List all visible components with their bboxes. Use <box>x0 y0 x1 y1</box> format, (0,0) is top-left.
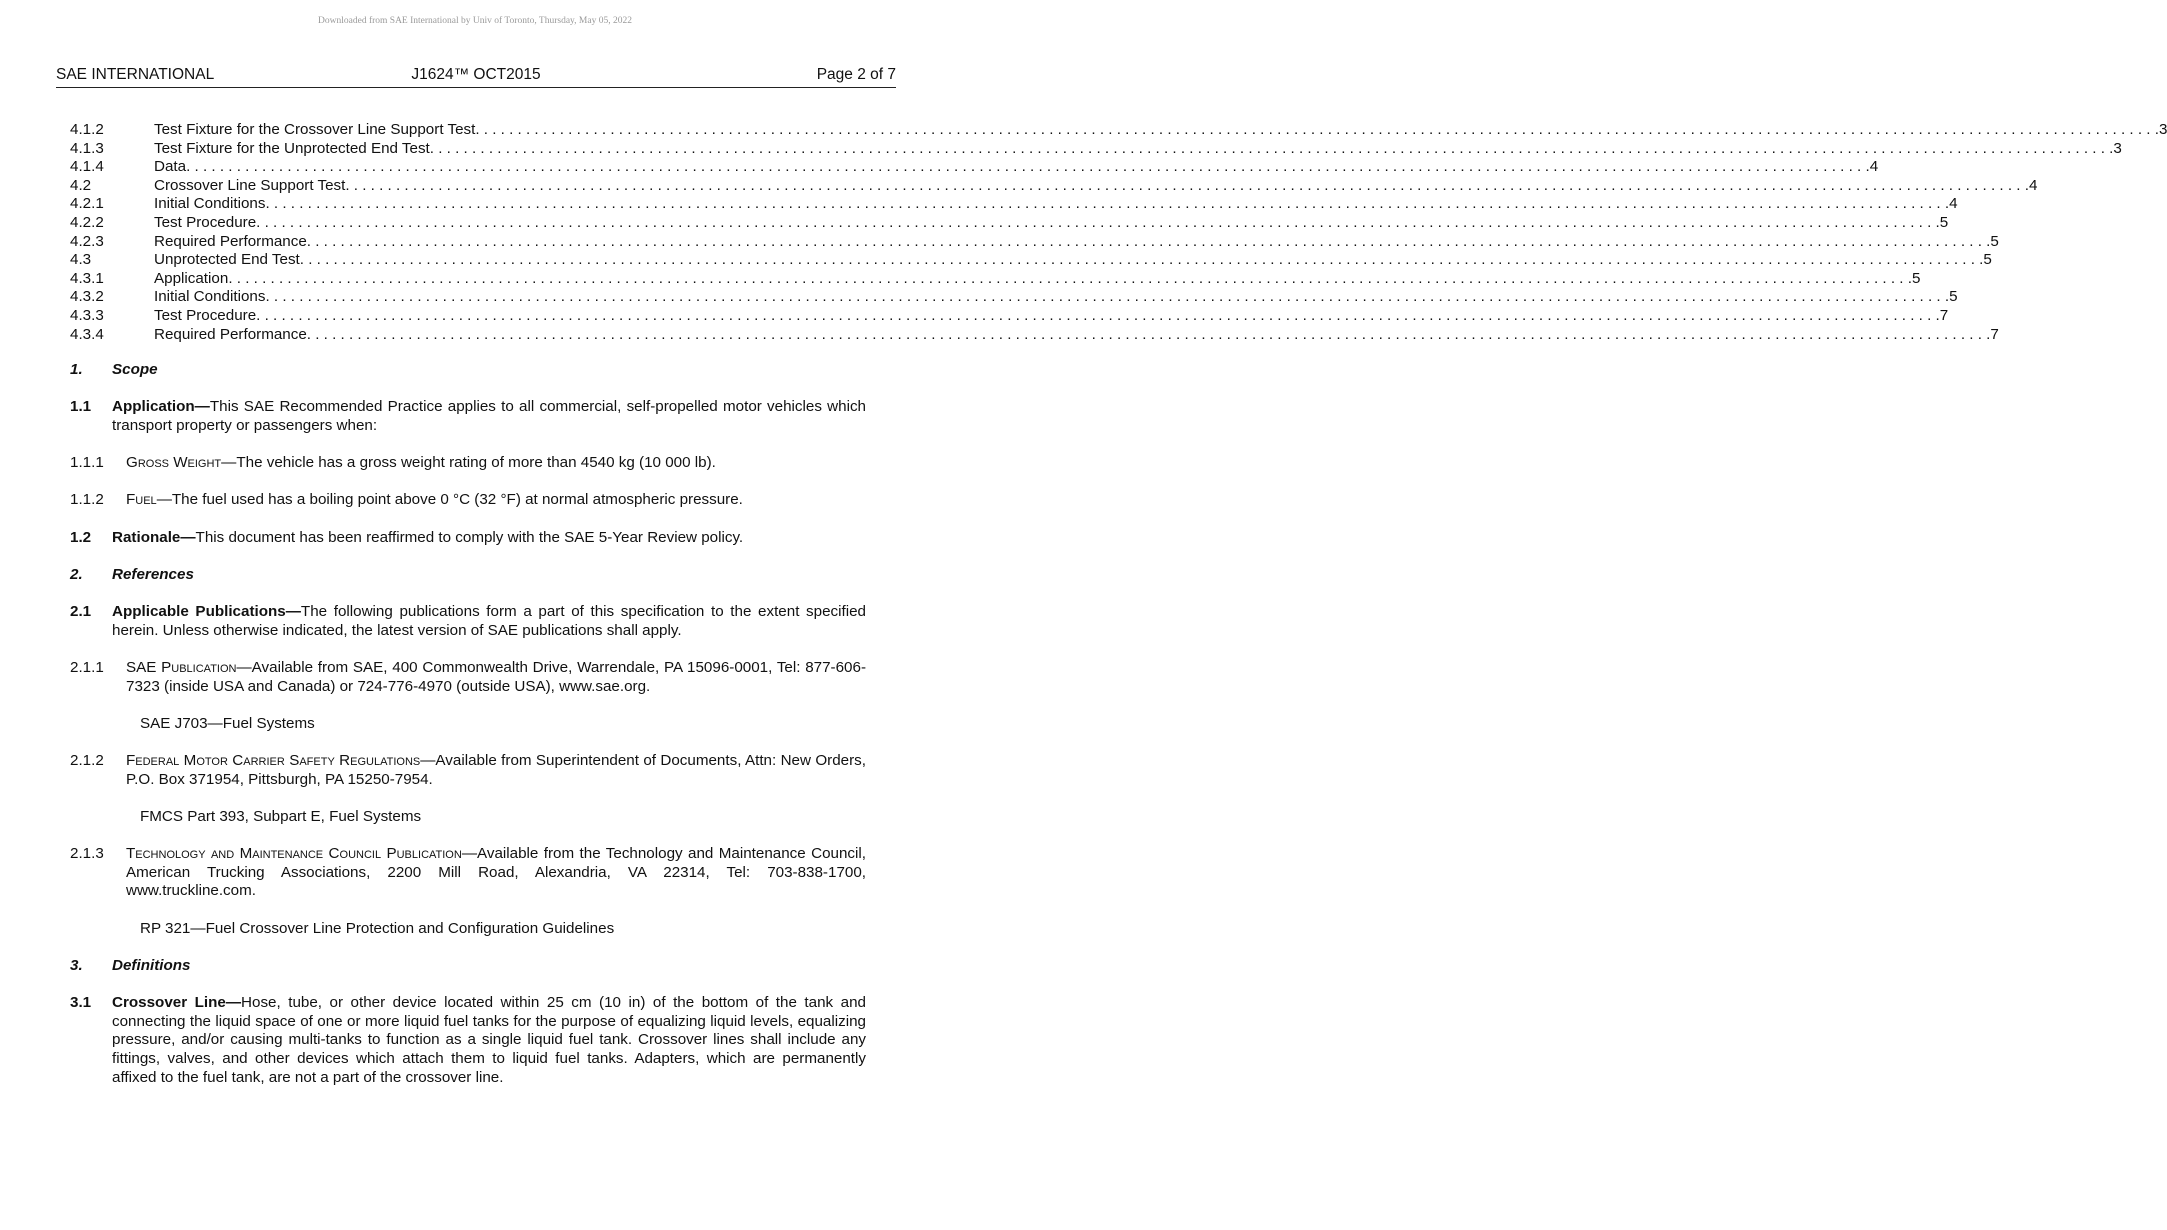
toc-leader-dots: . . . . . . . . . . . . . . . . . . . . . . . . . . . . . . . . . . . . . . . . . . . . . . . . . . . . . . . . . . . . . . . . . . . . . . . . . . . . . . . . . . . . . . . . . . . . . . . . . . . . . . . . . . . . . . . . . . . . . . . . . . . . . . . . . . . . . . . . . . . . . . . . . . . . . . . . . . . . . . . . . . . . . . . . . . . . . . . . . . . . . . . . . . . . . . . . . . . . . . . . <box>306 325 1991 343</box>
paragraph-text: —Available from SAE, 400 Commonwealth Drive, Warrendale, PA 15096-0001, Tel: 877-606-7323 (inside USA and Canada) or 724-776-4970 (outside USA), www.sae.org. <box>126 658 867 695</box>
toc-entry-number: 4.2.1 <box>70 195 104 213</box>
paragraph-label: Application— <box>112 398 210 416</box>
paragraph-text: —The fuel used has a boiling point above 0 °C (32 °F) at normal atmospheric pressure. <box>156 491 743 509</box>
toc-leader-dots: . . . . . . . . . . . . . . . . . . . . . . . . . . . . . . . . . . . . . . . . . . . . . . . . . . . . . . . . . . . . . . . . . . . . . . . . . . . . . . . . . . . . . . . . . . . . . . . . . . . . . . . . . . . . . . . . . . . . . . . . . . . . . . . . . . . . . . . . . . . . . . . . . . . . . . . . . . . . . . . . . . . . . . . . . . . . . . . . . . . . . . . . . . . . . . . . . . . . . . . . <box>256 306 1940 324</box>
toc-leader-dots: . . . . . . . . . . . . . . . . . . . . . . . . . . . . . . . . . . . . . . . . . . . . . . . . . . . . . . . . . . . . . . . . . . . . . . . . . . . . . . . . . . . . . . . . . . . . . . . . . . . . . . . . . . . . . . . . . . . . . . . . . . . . . . . . . . . . . . . . . . . . . . . . . . . . . . . . . . . . . . . . . . . . . . . . . . . . . . . . . . . . . . . . . . . . . . . . . . . . . . . . <box>265 288 1950 306</box>
section-number: 1. <box>70 361 83 378</box>
paragraph-2-1-3 <box>70 845 866 901</box>
toc-entry <box>70 213 1949 233</box>
toc-entry-page: 5 <box>1939 213 1949 231</box>
toc-entry-number: 4.3.1 <box>70 269 104 287</box>
toc-entry <box>70 158 1879 177</box>
section-heading-scope <box>70 361 866 380</box>
toc-entry-title: Crossover Line Support Test <box>154 176 346 194</box>
paragraph-2-1 <box>70 603 866 640</box>
paragraph-label: Federal Motor Carrier Safety Regulations <box>126 751 421 769</box>
toc-entry <box>70 288 1958 307</box>
toc-leader-dots: . . . . . . . . . . . . . . . . . . . . . . . . . . . . . . . . . . . . . . . . . . . . . . . . . . . . . . . . . . . . . . . . . . . . . . . . . . . . . . . . . . . . . . . . . . . . . . . . . . . . . . . . . . . . . . . . . . . . . . . . . . . . . . . . . . . . . . . . . . . . . . . . . . . . . . . . . . . . . . . . . . . . . . . . . . . . . . . . . . . . . . . . . . . . . . . . . . . . . . . . <box>265 195 1950 213</box>
paragraph-1-1-2 <box>70 491 866 510</box>
toc-entry-title: Unprotected End Test <box>154 251 300 269</box>
toc-entry-number: 4.2 <box>70 176 92 194</box>
paragraph-text: —The vehicle has a gross weight rating of more than 4540 kg (10 000 lb). <box>221 454 716 472</box>
paragraph-number: 2.1 <box>70 602 92 620</box>
paragraph-2-1-2 <box>70 752 866 789</box>
paragraph-1-1 <box>70 398 866 435</box>
toc-entry <box>70 121 2167 140</box>
toc-entry-page: 5 <box>1911 269 1921 287</box>
toc-entry <box>70 195 1958 214</box>
toc-entry-title: Test Fixture for the Unprotected End Test <box>154 139 430 157</box>
header-page-number: Page 2 of 7 <box>816 66 896 83</box>
toc-entry-page: 4 <box>1949 195 1958 213</box>
toc-entry-title: Test Fixture for the Crossover Line Support Test <box>154 121 476 138</box>
toc-entry-number: 4.3.3 <box>70 306 104 324</box>
document-body <box>70 361 866 1088</box>
toc-entry <box>70 325 1999 345</box>
toc-entry-title: Initial Conditions <box>154 195 266 213</box>
paragraph-label: Gross Weight <box>126 454 222 472</box>
toc-entry-page: 7 <box>1939 306 1949 324</box>
toc-entry <box>70 251 1992 270</box>
paragraph-number: 1.1.1 <box>70 454 104 472</box>
paragraph-text: Hose, tube, or other device located within 25 cm (10 in) of the bottom of the tank and connecting the liquid space of one or more liquid fuel tanks for the purpose of equalizing liquid levels, equalizing pressure, and/or causing multi-tanks to function as a single liquid fuel tank. Crossover lines shall include any fittings, valves, and other devices which attach them to liquid fuel tanks. Adapters, which are permanently affixed to the fuel tank, are not a part of the crossover line. <box>112 994 866 1086</box>
paragraph-1-1-1 <box>70 454 866 473</box>
paragraph-label: Technology and Maintenance Council Publication <box>126 845 462 863</box>
toc-leader-dots: . . . . . . . . . . . . . . . . . . . . . . . . . . . . . . . . . . . . . . . . . . . . . . . . . . . . . . . . . . . . . . . . . . . . . . . . . . . . . . . . . . . . . . . . . . . . . . . . . . . . . . . . . . . . . . . . . . . . . . . . . . . . . . . . . . . . . . . . . . . . . . . . . . . . . . . . . . . . . . . . . . . . . . . . . . . . . . . . . . . . . . . . . . . . . . . . . . . . . . . . <box>228 269 1912 287</box>
paragraph-1-2 <box>70 529 866 548</box>
paragraph-number: 2.1.3 <box>70 845 104 863</box>
paragraph-text: —Available from Superintendent of Documents, Attn: New Orders, P.O. Box 371954, Pittsburgh, PA 15250-7954. <box>126 751 866 788</box>
paragraph-text: This SAE Recommended Practice applies to all commercial, self-propelled motor vehicles which transport property or passengers when: <box>112 398 866 434</box>
paragraph-number: 2.1.1 <box>70 658 104 676</box>
toc-entry-number: 4.3.4 <box>70 325 104 343</box>
toc-entry <box>70 176 2038 196</box>
page-header <box>56 66 896 88</box>
paragraph-number: 1.1.2 <box>70 491 104 509</box>
toc-entry-page: 4 <box>2028 176 2038 194</box>
section-title: Scope <box>112 361 158 378</box>
toc-leader-dots: . . . . . . . . . . . . . . . . . . . . . . . . . . . . . . . . . . . . . . . . . . . . . . . . . . . . . . . . . . . . . . . . . . . . . . . . . . . . . . . . . . . . . . . . . . . . . . . . . . . . . . . . . . . . . . . . . . . . . . . . . . . . . . . . . . . . . . . . . . . . . . . . . . . . . . . . . . . . . . . . . . . . . . . . . . . . . . . . . . . . . . . . . . . . . . . . . . . . . . . . <box>429 139 2114 157</box>
toc-entry <box>70 139 2122 159</box>
paragraph-label: Crossover Line— <box>112 994 242 1012</box>
paragraph-number: 1.2 <box>70 528 92 546</box>
toc-entry-page: 3 <box>2113 139 2122 157</box>
toc-entry-number: 4.2.2 <box>70 213 104 231</box>
header-org: SAE INTERNATIONAL <box>56 66 215 83</box>
paragraph-text: —Available from the Technology and Maintenance Council, American Trucking Associations, 2200 Mill Road, Alexandria, VA 22314, Tel: 703-838-1700, www.truckline.com. <box>126 845 866 900</box>
toc-entry-title: Required Performance <box>154 232 307 250</box>
download-watermark: Downloaded from SAE International by Univ of Toronto, Thursday, May 05, 2022 <box>318 16 632 26</box>
paragraph-2-1-1 <box>70 659 866 696</box>
reference-item-fmcs: FMCS Part 393, Subpart E, Fuel Systems <box>140 807 422 825</box>
paragraph-text: This document has been reaffirmed to comply with the SAE 5-Year Review policy. <box>195 528 744 546</box>
paragraph-label: SAE Publication <box>126 658 237 676</box>
paragraph-3-1 <box>70 994 866 1088</box>
toc-leader-dots: . . . . . . . . . . . . . . . . . . . . . . . . . . . . . . . . . . . . . . . . . . . . . . . . . . . . . . . . . . . . . . . . . . . . . . . . . . . . . . . . . . . . . . . . . . . . . . . . . . . . . . . . . . . . . . . . . . . . . . . . . . . . . . . . . . . . . . . . . . . . . . . . . . . . . . . . . . . . . . . . . . . . . . . . . . . . . . . . . . . . . . . . . . . . . . . . . . . . . . . . <box>299 251 1984 269</box>
reference-item-rp321: RP 321—Fuel Crossover Line Protection and Configuration Guidelines <box>140 919 615 937</box>
toc-leader-dots: . . . . . . . . . . . . . . . . . . . . . . . . . . . . . . . . . . . . . . . . . . . . . . . . . . . . . . . . . . . . . . . . . . . . . . . . . . . . . . . . . . . . . . . . . . . . . . . . . . . . . . . . . . . . . . . . . . . . . . . . . . . . . . . . . . . . . . . . . . . . . . . . . . . . . . . . . . . . . . . . . . . . . . . . . . . . . . . . . . . . . . . . . . . . . . . . . . . . . . . . <box>475 121 2159 138</box>
toc-leader-dots: . . . . . . . . . . . . . . . . . . . . . . . . . . . . . . . . . . . . . . . . . . . . . . . . . . . . . . . . . . . . . . . . . . . . . . . . . . . . . . . . . . . . . . . . . . . . . . . . . . . . . . . . . . . . . . . . . . . . . . . . . . . . . . . . . . . . . . . . . . . . . . . . . . . . . . . . . . . . . . . . . . . . . . . . . . . . . . . . . . . . . . . . . . . . . . . . . . . . . . . . <box>345 176 2029 194</box>
toc-entry-number: 4.1.2 <box>70 121 104 138</box>
paragraph-label: Fuel <box>126 491 157 509</box>
toc-entry-title: Test Procedure <box>154 306 257 324</box>
paragraph-number: 1.1 <box>70 398 92 416</box>
toc-leader-dots: . . . . . . . . . . . . . . . . . . . . . . . . . . . . . . . . . . . . . . . . . . . . . . . . . . . . . . . . . . . . . . . . . . . . . . . . . . . . . . . . . . . . . . . . . . . . . . . . . . . . . . . . . . . . . . . . . . . . . . . . . . . . . . . . . . . . . . . . . . . . . . . . . . . . . . . . . . . . . . . . . . . . . . . . . . . . . . . . . . . . . . . . . . . . . . . . . . . . . . . . <box>256 213 1940 231</box>
table-of-contents <box>70 121 2167 344</box>
toc-entry-number: 4.1.3 <box>70 139 104 157</box>
paragraph-label: Applicable Publications— <box>112 602 301 620</box>
toc-entry-number: 4.3.2 <box>70 288 104 306</box>
toc-entry-title: Data <box>154 158 187 176</box>
toc-entry-number: 4.3 <box>70 251 92 269</box>
toc-entry <box>70 232 1999 252</box>
toc-entry-title: Test Procedure <box>154 213 257 231</box>
section-number: 3. <box>70 956 83 974</box>
header-doc-id: J1624™ OCT2015 <box>411 66 541 83</box>
toc-entry-page: 5 <box>1949 288 1958 306</box>
toc-entry-page: 3 <box>2158 121 2167 138</box>
toc-entry-page: 5 <box>1990 232 1999 250</box>
section-title: Definitions <box>112 956 191 974</box>
toc-entry <box>70 269 1921 289</box>
section-heading-references <box>70 566 866 585</box>
toc-entry-page: 4 <box>1869 158 1879 176</box>
paragraph-number: 3.1 <box>70 994 92 1012</box>
section-title: References <box>112 565 194 583</box>
paragraph-text: The following publications form a part of this specification to the extent specified herein. Unless otherwise indicated, the latest version of SAE publications shall apply. <box>112 602 866 639</box>
section-number: 2. <box>70 565 83 583</box>
toc-entry-title: Initial Conditions <box>154 288 266 306</box>
reference-item-sae-j703: SAE J703—Fuel Systems <box>140 714 315 732</box>
section-heading-definitions <box>70 957 866 976</box>
paragraph-label: Rationale— <box>112 528 196 546</box>
toc-entry-title: Application <box>154 269 229 287</box>
toc-entry <box>70 306 1949 326</box>
toc-leader-dots: . . . . . . . . . . . . . . . . . . . . . . . . . . . . . . . . . . . . . . . . . . . . . . . . . . . . . . . . . . . . . . . . . . . . . . . . . . . . . . . . . . . . . . . . . . . . . . . . . . . . . . . . . . . . . . . . . . . . . . . . . . . . . . . . . . . . . . . . . . . . . . . . . . . . . . . . . . . . . . . . . . . . . . . . . . . . . . . . . . . . . . . . . . . . . . . . . . . . . . . . <box>186 158 1870 176</box>
toc-entry-page: 5 <box>1983 251 1992 269</box>
toc-entry-title: Required Performance <box>154 325 307 343</box>
toc-entry-page: 7 <box>1990 325 1999 343</box>
paragraph-number: 2.1.2 <box>70 751 104 769</box>
toc-leader-dots: . . . . . . . . . . . . . . . . . . . . . . . . . . . . . . . . . . . . . . . . . . . . . . . . . . . . . . . . . . . . . . . . . . . . . . . . . . . . . . . . . . . . . . . . . . . . . . . . . . . . . . . . . . . . . . . . . . . . . . . . . . . . . . . . . . . . . . . . . . . . . . . . . . . . . . . . . . . . . . . . . . . . . . . . . . . . . . . . . . . . . . . . . . . . . . . . . . . . . . . . <box>306 232 1991 250</box>
toc-entry-number: 4.2.3 <box>70 232 104 250</box>
toc-entry-number: 4.1.4 <box>70 158 104 176</box>
